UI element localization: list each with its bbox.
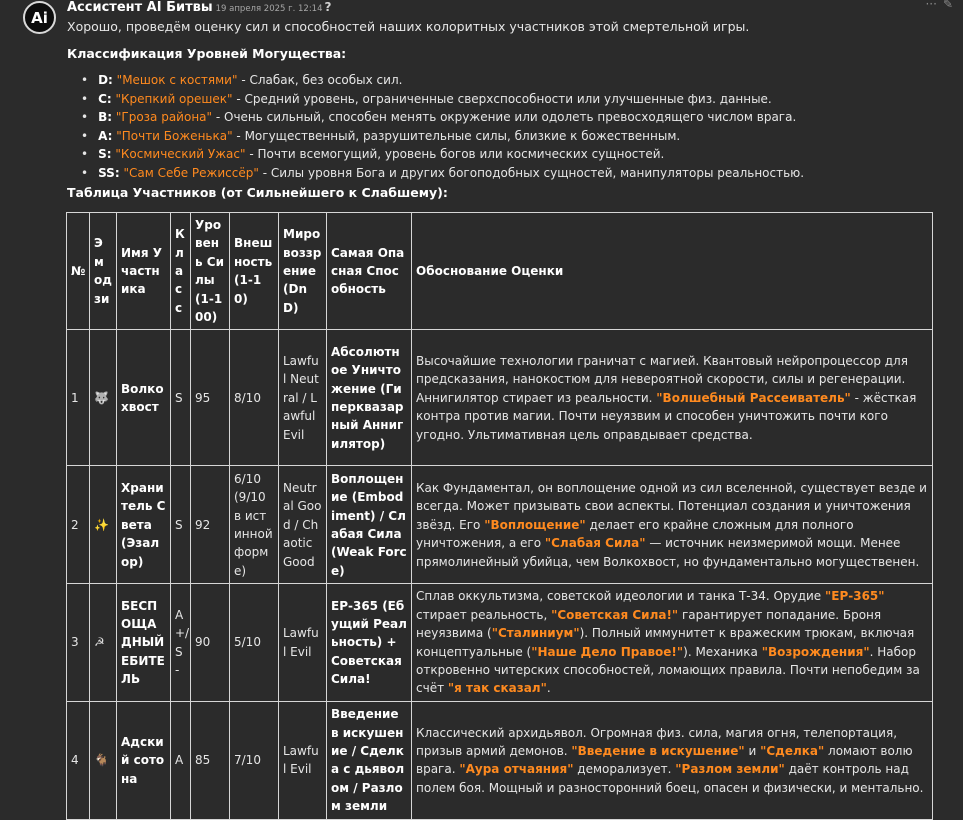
power-cell: 95 [191, 330, 230, 466]
author-name[interactable]: Ассистент AI Битвы [67, 0, 213, 15]
text-segment: стирает реальность, [416, 607, 552, 622]
highlight-text: "Сталиниум" [491, 626, 580, 641]
looks-cell: 5/10 [230, 584, 279, 701]
text-segment: . [546, 681, 551, 696]
header-cell: Имя Участника [117, 213, 171, 330]
looks-cell: 7/10 [230, 701, 279, 819]
edit-icon[interactable]: ✎ [942, 0, 953, 11]
highlight-text: "Аура отчаяния" [459, 762, 574, 777]
header-cell: № [67, 213, 90, 330]
list-item: • B: "Гроза района" - Очень сильный, способен менять окружение или одолеть превосходящего числом врага. [81, 108, 804, 127]
text-segment: ). Механика [683, 644, 762, 659]
highlight-text: "Разлом земли" [675, 762, 785, 777]
emoji-cell: 🐐 [90, 701, 117, 819]
power-cell: 92 [191, 466, 230, 584]
intro-text: Хорошо, проведём оценку сил и способностей наших колоритных участников этой смертельной игры. [67, 19, 750, 34]
justification-cell [412, 330, 933, 466]
highlight-text: "Советская Сила!" [551, 607, 679, 622]
table-title: Таблица Участников (от Сильнейшего к Слабшему): [67, 185, 448, 200]
participants-table [66, 212, 933, 820]
help-icon[interactable]: ? [324, 0, 332, 14]
participant-name: Хранитель Света (Эзалор) [117, 466, 171, 584]
text-segment: ломают волю врага. [416, 743, 913, 777]
table-row [67, 701, 933, 819]
highlight-text: "Волшебный Рассеиватель" [656, 390, 851, 405]
text-segment: Сплав оккультизма, советской идеологии и танка Т-34. Орудие [416, 589, 825, 604]
class-cell: A+/S- [171, 584, 191, 701]
highlight-text: "Сделка" [760, 743, 825, 758]
list-item: • S: "Космический Ужас" - Почти всемогущий, уровень богов или космических сущностей. [81, 145, 804, 164]
looks-cell: 6/10 (9/10 в истинной форме) [230, 466, 279, 584]
highlight-text: "ЕР-365" [825, 589, 885, 604]
highlight-text: "Воплощение" [484, 517, 586, 532]
header-cell: Обоснование Оценки [412, 213, 933, 330]
table-row [67, 466, 933, 584]
classification-title: Классификация Уровней Могущества: [67, 46, 347, 61]
list-item: • SS: "Сам Себе Режиссёр" - Силы уровня Бога и других богоподобных сущностей, манипуляторы реальностью. [81, 164, 804, 183]
ability-cell: ЕР-365 (Ебущий Реальность) + Советская Сила! [327, 584, 412, 701]
header-cell: Уровень Силы (1-100) [191, 213, 230, 330]
highlight-text: "я так сказал" [447, 681, 547, 696]
alignment-cell: Lawful Evil [279, 701, 327, 819]
header-cell: Мировоззрение (DnD) [279, 213, 327, 330]
header-cell: Самая Опасная Способность [327, 213, 412, 330]
list-item: • C: "Крепкий орешек" - Средний уровень, ограниченные сверхспособности или улучшенные физ. данные. [81, 90, 804, 109]
participant-name: Волкохвост [117, 330, 171, 466]
text-segment: . Набор откровенно читерских способностей, ломающих правила. Почти непобедим за счёт [416, 644, 920, 696]
text-segment: делает его крайне сложным для полного уничтожения, а его [416, 517, 854, 551]
ability-cell: Абсолютное Уничтожение (Гиперквазарный Аннигилятор) [327, 330, 412, 466]
highlight-text: "Наше Дело Правое!" [531, 644, 684, 659]
text-segment: гарантирует попадание. Броня неуязвима ( [416, 607, 882, 641]
justification-cell [412, 701, 933, 819]
avatar[interactable]: Ai [23, 1, 56, 34]
text-segment: ). Полный иммунитет к вражеским трюкам, включая концептуальные ( [416, 626, 915, 659]
alignment-cell: Neutral Good / Chaotic Good [279, 466, 327, 584]
highlight-text: "Слабая Сила" [544, 536, 646, 551]
alignment-cell: Lawful Evil [279, 584, 327, 701]
more-icon[interactable]: ··· [925, 0, 937, 11]
row-number: 4 [67, 701, 90, 819]
text-segment: даёт контроль над полем боя. Мощный и разносторонний боец, опасен и физически, и ментально. [416, 762, 924, 795]
tier-list [81, 71, 804, 183]
participant-name: Адский сотона [117, 701, 171, 819]
text-segment: деморализует. [573, 762, 676, 777]
text-segment: Классический архидьявол. Огромная физ. сила, магия огня, телепортация, призыв армий демонов. [416, 725, 898, 758]
row-number: 1 [67, 330, 90, 466]
ability-cell: Введение в искушение / Сделка с дьяволом / Разлом земли [327, 701, 412, 819]
table-row [67, 584, 933, 701]
list-item: • D: "Мешок с костями" - Слабак, без особых сил. [81, 71, 804, 90]
message-actions [919, 0, 953, 11]
power-cell: 90 [191, 584, 230, 701]
table-row [67, 330, 933, 466]
list-item: • A: "Почти Боженька" - Могущественный, разрушительные силы, близкие к божественным. [81, 127, 804, 146]
message-header [67, 0, 331, 15]
justification-cell [412, 584, 933, 701]
header-cell: Внешность (1-10) [230, 213, 279, 330]
ability-cell: Воплощение (Embodiment) / Слабая Сила (Weak Force) [327, 466, 412, 584]
header-cell: Класс [171, 213, 191, 330]
class-cell: A [171, 701, 191, 819]
text-segment: - жёсткая контра против магии. Почти неуязвим и способен уничтожить почти кого угодно. Ультимативная цель оправдывает средства. [416, 390, 917, 442]
message-date: 19 апреля 2025 г. 12:14 [215, 4, 323, 14]
text-segment: Высочайшие технологии граничат с магией. Квантовый нейропроцессор для предсказания, нанокостюм для невероятной скорости, силы и регенерации. Аннигилятор стирает из реальности. [416, 353, 908, 405]
emoji-cell: ☭ [90, 584, 117, 701]
power-cell: 85 [191, 701, 230, 819]
header-cell: Эмодзи [90, 213, 117, 330]
row-number: 3 [67, 584, 90, 701]
participant-name: БЕСПОЩАДНЫЙ ЕБИТЕЛЬ [117, 584, 171, 701]
text-segment: — источник неизмеримой мощи. Менее прямолинейный убийца, чем Волкохвост, но фундаментально могущественен. [416, 536, 920, 569]
row-number: 2 [67, 466, 90, 584]
highlight-text: "Возрождения" [761, 644, 870, 659]
text-segment: и [744, 743, 761, 758]
alignment-cell: Lawful Neutral / Lawful Evil [279, 330, 327, 466]
highlight-text: "Введение в искушение" [571, 743, 745, 758]
emoji-cell: ✨ [90, 466, 117, 584]
class-cell: S [171, 330, 191, 466]
text-segment: Как Фундаментал, он воплощение одной из сил вселенной, существует везде и всегда. Может призывать свои аспекты. Потенциал создания и уничтожения звёзд. Его [416, 480, 927, 532]
justification-cell [412, 466, 933, 584]
class-cell: S [171, 466, 191, 584]
table-body [67, 330, 933, 819]
looks-cell: 8/10 [230, 330, 279, 466]
table-header-row [67, 213, 933, 330]
emoji-cell: 🐺 [90, 330, 117, 466]
